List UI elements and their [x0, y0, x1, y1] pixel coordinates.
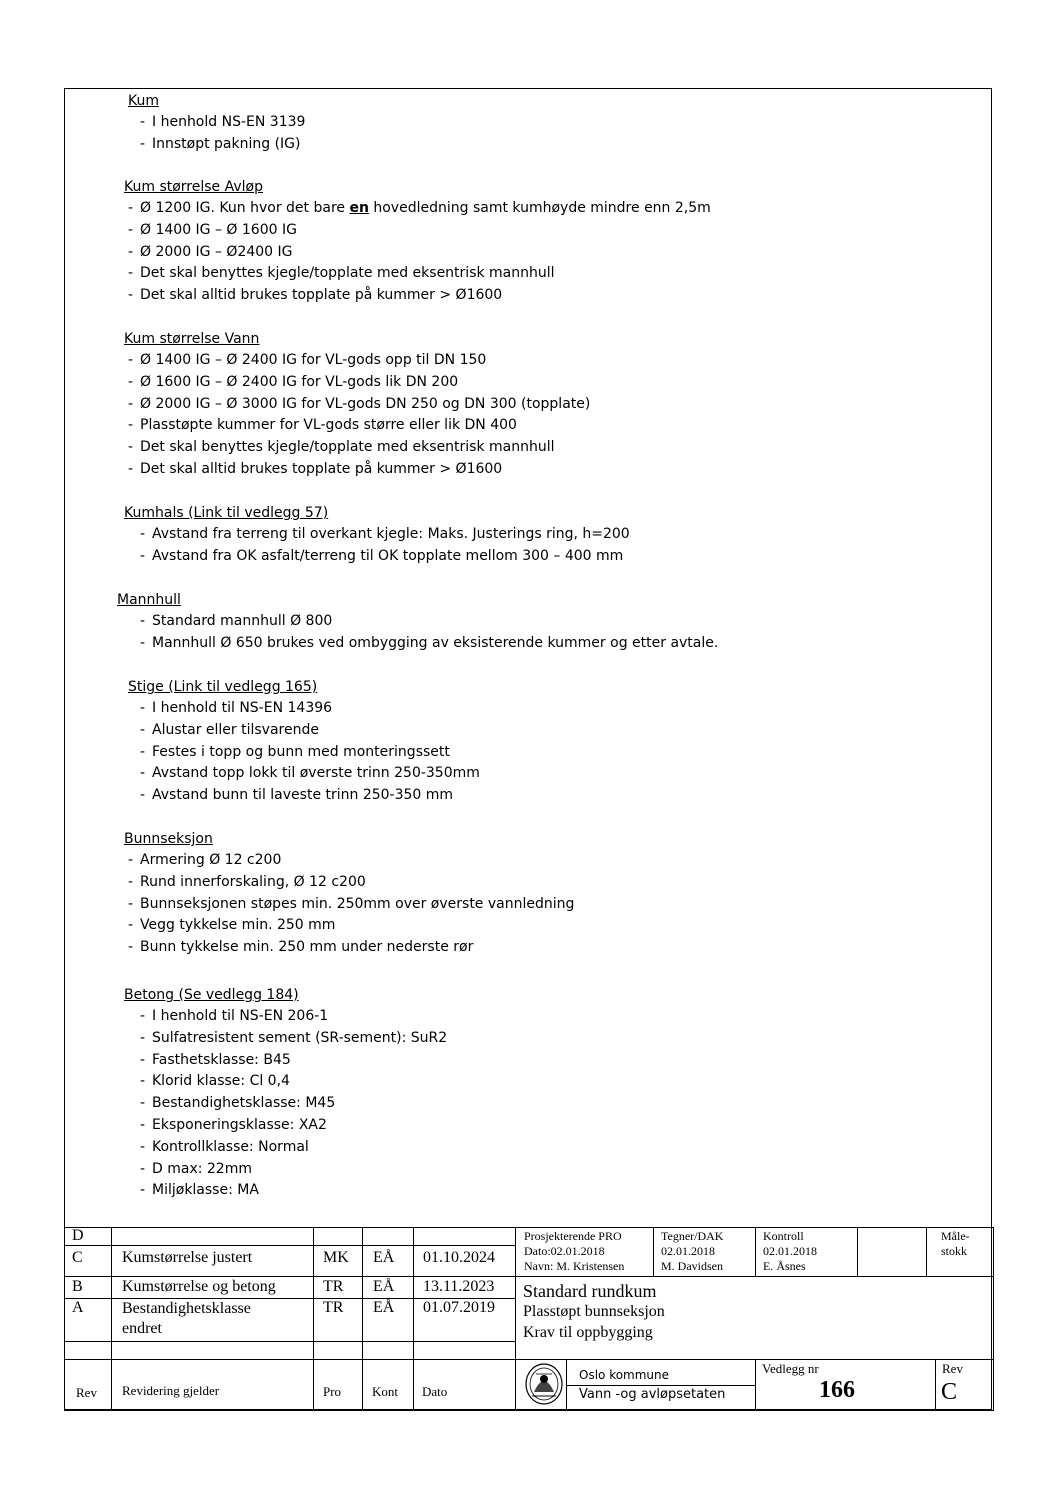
rev-pro: TR	[323, 1299, 344, 1316]
list-item	[140, 1028, 447, 1050]
item-text: D max: 22mm	[152, 1160, 252, 1177]
section-bunnseksjon	[124, 828, 574, 959]
bullet-dash: -	[128, 221, 134, 238]
item-list	[128, 350, 590, 481]
item-list	[140, 611, 718, 655]
emphasized-text: en	[349, 200, 369, 216]
item-text: Bestandighetsklasse: M45	[152, 1095, 336, 1112]
list-item	[140, 633, 718, 655]
item-text: Det skal alltid brukes topplate på kummer > Ø1600	[140, 287, 503, 304]
section-heading: Mannhull	[117, 592, 181, 608]
item-text: Ø 2000 IG – Ø2400 IG	[140, 243, 293, 260]
section-heading: Kum størrelse Avløp	[124, 179, 263, 195]
item-text: Avstand bunn til laveste trinn 250-350 mm	[152, 787, 454, 804]
bullet-dash: -	[128, 852, 134, 868]
rev-description: Kumstørrelse justert	[122, 1249, 253, 1266]
drawing-title: Standard rundkum	[523, 1281, 657, 1301]
section-kum	[128, 90, 305, 156]
list-item	[128, 394, 590, 416]
list-item	[140, 1006, 447, 1028]
list-item	[128, 350, 590, 372]
item-text: Innstøpt pakning (IG)	[152, 135, 301, 152]
org-name: Oslo kommune	[579, 1368, 670, 1382]
bullet-dash: -	[128, 873, 134, 890]
bullet-dash: -	[140, 1008, 146, 1024]
list-item	[140, 785, 480, 807]
rev-date: 13.11.2023	[423, 1278, 495, 1295]
section-betong	[124, 984, 447, 1202]
bullet-dash: -	[128, 460, 134, 477]
bullet-dash: -	[140, 1182, 146, 1199]
item-text: Bunnseksjonen støpes min. 250mm over øverste vannledning	[140, 895, 575, 912]
list-item	[128, 198, 711, 220]
tegner-block: Tegner/DAK 02.01.2018 M. Davidsen	[661, 1229, 724, 1273]
section-kumhals	[124, 502, 630, 568]
item-text: Standard mannhull Ø 800	[152, 613, 333, 629]
header-pro: Pro	[323, 1384, 342, 1399]
item-list	[140, 698, 480, 807]
item-text: Det skal alltid brukes topplate på kummer > Ø1600	[140, 460, 503, 477]
list-item	[140, 134, 305, 156]
list-item	[140, 1093, 447, 1115]
bullet-dash: -	[140, 1138, 146, 1155]
rev-letter: A	[72, 1299, 84, 1316]
bullet-dash: -	[140, 1073, 146, 1090]
bullet-dash: -	[128, 200, 134, 216]
section-heading: Kumhals (Link til vedlegg 57)	[124, 505, 329, 521]
bullet-dash: -	[140, 526, 146, 542]
item-text: Fasthetsklasse: B45	[152, 1051, 291, 1068]
item-text: Ø 1400 IG – Ø 1600 IG	[140, 221, 297, 238]
list-item	[140, 546, 630, 568]
bullet-dash: -	[128, 287, 134, 304]
list-item	[140, 1180, 447, 1202]
list-item	[140, 698, 480, 720]
drawing-subtitle: Plasstøpt bunnseksjon	[523, 1303, 665, 1320]
item-text: I henhold NS-EN 3139	[152, 114, 306, 130]
section-heading: Stige (Link til vedlegg 165)	[128, 679, 318, 695]
rev-date: 01.10.2024	[423, 1249, 495, 1266]
list-item	[128, 850, 574, 872]
rev-pro: TR	[323, 1278, 344, 1295]
bullet-dash: -	[140, 547, 146, 564]
rev-pro: MK	[323, 1249, 349, 1266]
item-text: Klorid klasse: Cl 0,4	[152, 1073, 290, 1090]
header-rev: Rev	[76, 1385, 97, 1400]
bullet-dash: -	[140, 1051, 146, 1068]
list-item	[128, 415, 590, 437]
item-text: Vegg tykkelse min. 250 mm	[140, 917, 336, 934]
bullet-dash: -	[140, 135, 146, 152]
rev-description: Kumstørrelse og betong	[122, 1278, 276, 1295]
item-list	[128, 850, 574, 959]
bullet-dash: -	[128, 265, 134, 282]
list-item	[128, 220, 711, 242]
list-item	[128, 937, 574, 959]
rev-kont: EÅ	[373, 1299, 395, 1316]
vedlegg-number: 166	[819, 1377, 855, 1403]
org-department: Vann -og avløpsetaten	[579, 1387, 726, 1402]
prosjekterende-block: Prosjekterende PRO Dato:02.01.2018 Navn: M. Kristensen	[524, 1229, 625, 1273]
list-item	[140, 611, 718, 633]
rev-description: Bestandighetsklasse endret	[122, 1300, 251, 1337]
item-text: Mannhull Ø 650 brukes ved ombygging av eksisterende kummer og etter avtale.	[152, 634, 719, 651]
section-kum-storrelse-avlop	[124, 176, 711, 307]
section-kum-storrelse-vann	[124, 328, 590, 481]
drawing-subtitle: Krav til oppbygging	[523, 1324, 653, 1341]
item-text: Festes i topp og bunn med monteringssett	[152, 743, 450, 760]
section-heading: Kum størrelse Vann	[124, 331, 260, 347]
rev-letter: B	[72, 1278, 83, 1295]
item-text: Sulfatresistent sement (SR-sement): SuR2	[152, 1029, 448, 1046]
item-text: Kontrollklasse: Normal	[152, 1138, 309, 1155]
item-list	[128, 198, 711, 307]
item-text: Ø 1400 IG – Ø 2400 IG for VL-gods opp til DN 150	[140, 352, 487, 368]
rev-letter: C	[72, 1249, 83, 1266]
title-block	[64, 1227, 993, 1411]
bullet-dash: -	[140, 700, 146, 716]
list-item	[128, 459, 590, 481]
item-text: I henhold til NS-EN 14396	[152, 700, 333, 716]
item-text: hovedledning samt kumhøyde mindre enn 2,5m	[368, 200, 711, 216]
list-item	[140, 1137, 447, 1159]
list-item	[128, 894, 574, 916]
bullet-dash: -	[128, 895, 134, 912]
bullet-dash: -	[128, 243, 134, 260]
bullet-dash: -	[128, 417, 134, 434]
kontroll-block: Kontroll 02.01.2018 E. Åsnes	[763, 1229, 817, 1273]
oslo-kommune-logo-icon	[524, 1362, 564, 1406]
list-item	[128, 437, 590, 459]
list-item	[140, 1071, 447, 1093]
bullet-dash: -	[140, 765, 146, 782]
bullet-dash: -	[128, 939, 134, 956]
section-heading: Betong (Se vedlegg 184)	[124, 987, 299, 1003]
item-text: Alustar eller tilsvarende	[152, 721, 319, 738]
bullet-dash: -	[128, 352, 134, 368]
section-stige	[128, 676, 480, 807]
item-text: Avstand fra terreng til overkant kjegle: Maks. Justerings ring, h=200	[152, 526, 630, 542]
item-text: Det skal benyttes kjegle/topplate med eksentrisk mannhull	[140, 439, 555, 456]
section-heading: Kum	[128, 93, 159, 109]
header-kont: Kont	[372, 1384, 398, 1399]
vedlegg-label: Vedlegg nr	[762, 1361, 819, 1376]
bullet-dash: -	[140, 1160, 146, 1177]
item-text: Bunn tykkelse min. 250 mm under nederste rør	[140, 939, 474, 956]
rev-letter: D	[72, 1227, 84, 1244]
item-text: Avstand fra OK asfalt/terreng til OK topplate mellom 300 – 400 mm	[152, 547, 624, 564]
item-text: Ø 1600 IG – Ø 2400 IG for VL-gods lik DN 200	[140, 373, 459, 390]
rev-kont: EÅ	[373, 1249, 395, 1266]
item-text: Rund innerforskaling, Ø 12 c200	[140, 873, 366, 890]
list-item	[140, 742, 480, 764]
rev-value: C	[941, 1379, 958, 1405]
section-heading: Bunnseksjon	[124, 831, 213, 847]
list-item	[140, 1159, 447, 1181]
bullet-dash: -	[140, 114, 146, 130]
item-text: Eksponeringsklasse: XA2	[152, 1116, 327, 1133]
list-item	[140, 720, 480, 742]
item-text: Det skal benyttes kjegle/topplate med eksentrisk mannhull	[140, 265, 555, 282]
bullet-dash: -	[140, 1116, 146, 1133]
rev-kont: EÅ	[373, 1278, 395, 1295]
list-item	[140, 1115, 447, 1137]
rev-label: Rev	[942, 1361, 963, 1376]
rev-date: 01.07.2019	[423, 1299, 495, 1316]
list-item	[140, 112, 305, 134]
list-item	[128, 242, 711, 264]
list-item	[140, 763, 480, 785]
item-text: Ø 2000 IG – Ø 3000 IG for VL-gods DN 250 og DN 300 (topplate)	[140, 395, 591, 412]
bullet-dash: -	[140, 743, 146, 760]
malestokk-block: Måle- stokk	[941, 1229, 970, 1258]
item-text: Avstand topp lokk til øverste trinn 250-350mm	[152, 765, 480, 782]
list-item	[128, 372, 590, 394]
item-text: I henhold til NS-EN 206-1	[152, 1008, 329, 1024]
item-text: Ø 1200 IG. Kun hvor det bare	[140, 200, 350, 216]
bullet-dash: -	[140, 613, 146, 629]
bullet-dash: -	[128, 917, 134, 934]
item-text: Plasstøpte kummer for VL-gods større eller lik DN 400	[140, 417, 517, 434]
bullet-dash: -	[128, 395, 134, 412]
bullet-dash: -	[140, 787, 146, 804]
item-list	[140, 1006, 447, 1202]
bullet-dash: -	[128, 439, 134, 456]
item-list	[140, 112, 305, 156]
item-text: Armering Ø 12 c200	[140, 852, 282, 868]
item-text: Miljøklasse: MA	[152, 1182, 259, 1199]
list-item	[140, 524, 630, 546]
list-item	[128, 263, 711, 285]
list-item	[140, 1050, 447, 1072]
bullet-dash: -	[140, 1029, 146, 1046]
list-item	[128, 872, 574, 894]
list-item	[128, 915, 574, 937]
bullet-dash: -	[140, 634, 146, 651]
item-list	[140, 524, 630, 568]
bullet-dash: -	[128, 373, 134, 390]
header-date: Dato	[422, 1384, 448, 1399]
bullet-dash: -	[140, 1095, 146, 1112]
list-item	[128, 285, 711, 307]
bullet-dash: -	[140, 721, 146, 738]
section-mannhull	[117, 589, 718, 655]
header-description: Revidering gjelder	[122, 1383, 220, 1398]
